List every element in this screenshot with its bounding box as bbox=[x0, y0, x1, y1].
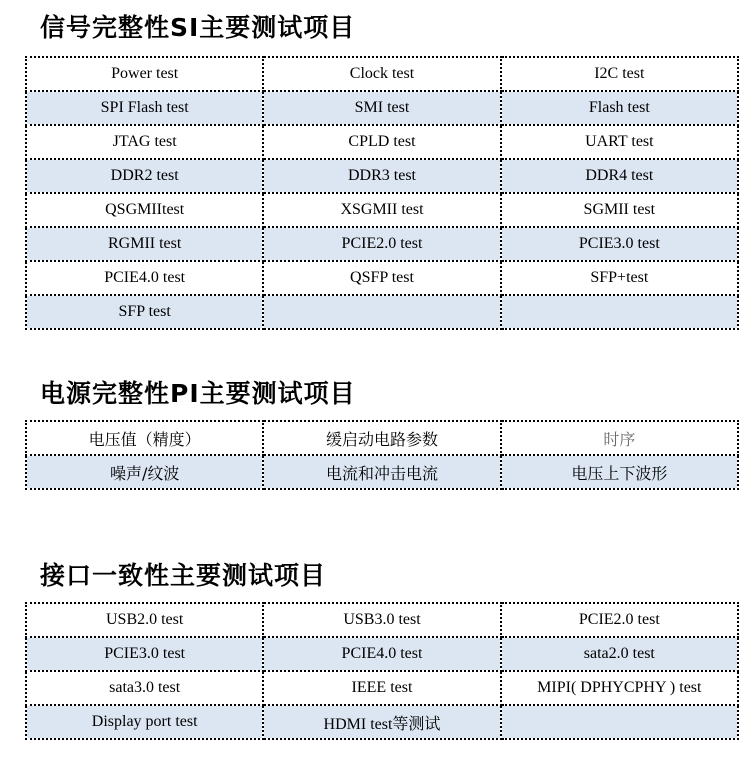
table-cell: I2C test bbox=[501, 57, 738, 91]
table-row bbox=[26, 125, 738, 159]
table-cell: HDMI test等测试 bbox=[263, 705, 500, 739]
table-cell: DDR4 test bbox=[501, 159, 738, 193]
table-row bbox=[26, 57, 738, 91]
table-cell: SPI Flash test bbox=[26, 91, 263, 125]
table-cell: 缓启动电路参数 bbox=[263, 421, 500, 455]
table-row bbox=[26, 91, 738, 125]
table-row bbox=[26, 261, 738, 295]
table-cell: DDR2 test bbox=[26, 159, 263, 193]
table-cell: XSGMII test bbox=[263, 193, 500, 227]
table-row bbox=[26, 227, 738, 261]
table-cell: sata3.0 test bbox=[26, 671, 263, 705]
interface-test-table bbox=[25, 602, 739, 740]
si-section-title: 信号完整性SI主要测试项目 bbox=[40, 13, 356, 42]
table-cell: PCIE4.0 test bbox=[26, 261, 263, 295]
table-row bbox=[26, 603, 738, 637]
table-cell: USB3.0 test bbox=[263, 603, 500, 637]
table-cell: PCIE4.0 test bbox=[263, 637, 500, 671]
table-cell: Power test bbox=[26, 57, 263, 91]
table-cell: 电流和冲击电流 bbox=[263, 455, 500, 489]
table-row bbox=[26, 671, 738, 705]
table-cell: Display port test bbox=[26, 705, 263, 739]
table-cell: RGMII test bbox=[26, 227, 263, 261]
table-cell: SFP test bbox=[26, 295, 263, 329]
table-cell: 时序 bbox=[501, 421, 738, 455]
table-row bbox=[26, 705, 738, 739]
table-cell: USB2.0 test bbox=[26, 603, 263, 637]
table-cell: 电压值（精度） bbox=[26, 421, 263, 455]
table-cell: 噪声/纹波 bbox=[26, 455, 263, 489]
table-cell: PCIE3.0 test bbox=[26, 637, 263, 671]
table-row bbox=[26, 295, 738, 329]
interface-section-title: 接口一致性主要测试项目 bbox=[40, 561, 327, 590]
table-cell: Flash test bbox=[501, 91, 738, 125]
table-cell: QSGMIItest bbox=[26, 193, 263, 227]
pi-section-title: 电源完整性PI主要测试项目 bbox=[40, 379, 356, 408]
table-cell: PCIE2.0 test bbox=[263, 227, 500, 261]
table-cell: IEEE test bbox=[263, 671, 500, 705]
table-row bbox=[26, 421, 738, 455]
table-cell: DDR3 test bbox=[263, 159, 500, 193]
table-cell: QSFP test bbox=[263, 261, 500, 295]
table-cell: SGMII test bbox=[501, 193, 738, 227]
table-cell: Clock test bbox=[263, 57, 500, 91]
table-cell: PCIE3.0 test bbox=[501, 227, 738, 261]
table-cell: UART test bbox=[501, 125, 738, 159]
pi-test-table bbox=[25, 420, 739, 490]
table-row bbox=[26, 159, 738, 193]
table-cell: sata2.0 test bbox=[501, 637, 738, 671]
table-cell bbox=[501, 295, 738, 329]
table-cell bbox=[501, 705, 738, 739]
table-cell: 电压上下波形 bbox=[501, 455, 738, 489]
table-row bbox=[26, 193, 738, 227]
table-cell bbox=[263, 295, 500, 329]
table-cell: SFP+test bbox=[501, 261, 738, 295]
table-row bbox=[26, 637, 738, 671]
table-cell: SMI test bbox=[263, 91, 500, 125]
si-test-table bbox=[25, 56, 739, 330]
table-row bbox=[26, 455, 738, 489]
table-cell: PCIE2.0 test bbox=[501, 603, 738, 637]
table-cell: MIPI( DPHYCPHY ) test bbox=[501, 671, 738, 705]
table-cell: CPLD test bbox=[263, 125, 500, 159]
table-cell: JTAG test bbox=[26, 125, 263, 159]
